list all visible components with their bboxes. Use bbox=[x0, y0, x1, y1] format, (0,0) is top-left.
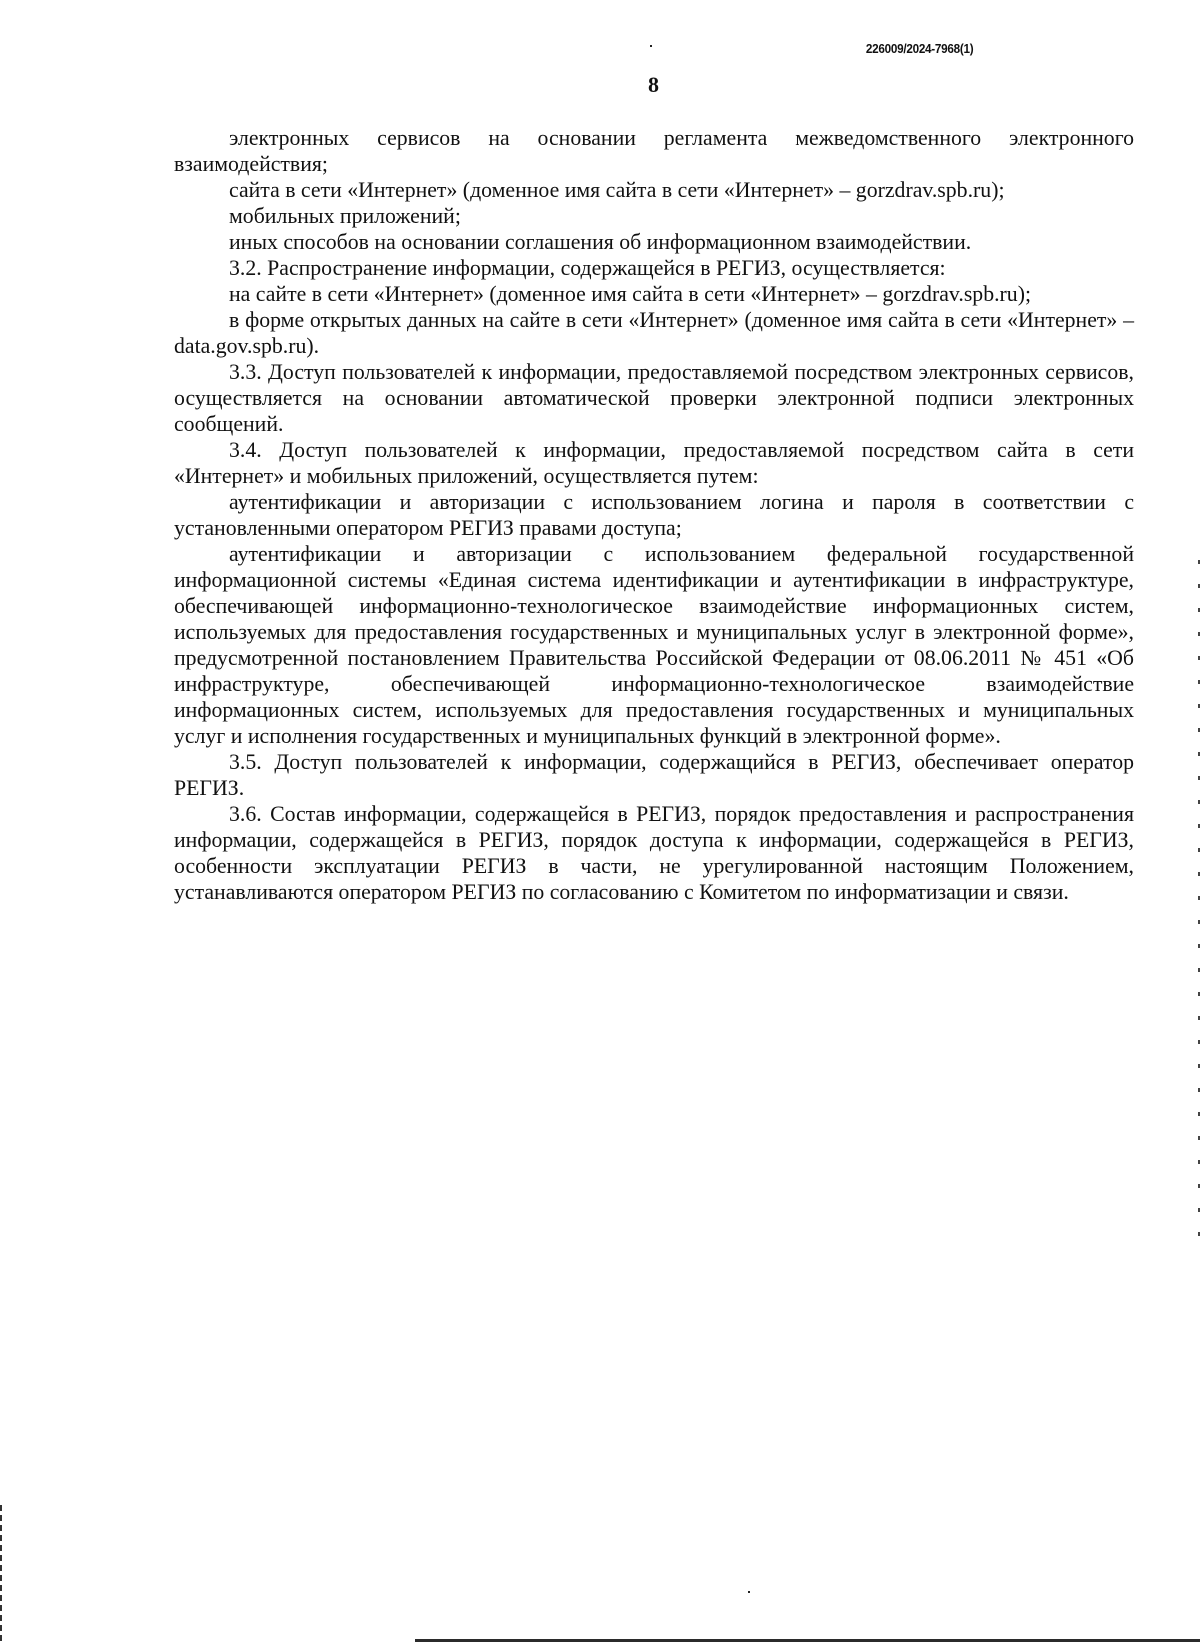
paragraph-mobile-apps: мобильных приложений; bbox=[229, 204, 461, 228]
paragraph-distribution-website: на сайте в сети «Интернет» (доменное имя сайта в сети «Интернет» – gorzdrav.spb.ru); bbox=[229, 282, 1032, 306]
paragraph-other-methods: иных способов на основании соглашения об информационном взаимодействии. bbox=[229, 230, 972, 254]
clause-3-3: 3.3. Доступ пользователей к информации, предоставляемой посредством электронных сервисов, осуществляется на основании автоматической проверки электронной подписи электронных сообщений. bbox=[174, 360, 1134, 436]
page-body bbox=[174, 125, 1134, 905]
scan-speck bbox=[748, 1591, 750, 1593]
clause-3-4: 3.4. Доступ пользователей к информации, предоставляемой посредством сайта в сети «Интернет» и мобильных приложений, осуществляется путем: bbox=[174, 438, 1134, 488]
scan-speck bbox=[650, 45, 652, 47]
paragraph-login-password: аутентификации и авторизации с использованием логина и пароля в соответствии с установленными оператором РЕГИЗ правами доступа; bbox=[174, 490, 1134, 540]
paragraph-esia: аутентификации и авторизации с использованием федеральной государственной информационной системы «Единая система идентификации и аутентификации в инфраструктуре, обеспечивающей информационно-технологическое взаимодействие информационных систем, используемых для предоставления государственных и муниципальных услуг в электронной форме», предусмотренной постановлением Правительства Российской Федерации от 08.06.2011 № 451 «Об инфраструктуре, обеспечивающей информационно-технологическое взаимодействие информационных систем, используемых для предоставления государственных и муниципальных услуг и исполнения государственных и муниципальных функций в электронной форме». bbox=[174, 542, 1134, 748]
paragraph-electronic-services: электронных сервисов на основании регламента межведомственного электронного взаимодействия; bbox=[174, 126, 1134, 176]
paragraph-open-data: в форме открытых данных на сайте в сети «Интернет» (доменное имя сайта в сети «Интернет» – data.gov.spb.ru). bbox=[174, 308, 1134, 358]
clause-3-6: 3.6. Состав информации, содержащейся в РЕГИЗ, порядок предоставления и распространения информации, содержащейся в РЕГИЗ, порядок доступа к информации, содержащейся в РЕГИЗ, особенности эксплуатации РЕГИЗ в части, не урегулированной настоящим Положением, устанавливаются оператором РЕГИЗ по согласованию с Комитетом по информатизации и связи. bbox=[174, 802, 1134, 904]
scan-edge-left bbox=[0, 1505, 2, 1642]
clause-3-5: 3.5. Доступ пользователей к информации, содержащийся в РЕГИЗ, обеспечивает оператор РЕГИЗ. bbox=[174, 750, 1134, 800]
page-number: 8 bbox=[648, 72, 659, 97]
paragraph-website: сайта в сети «Интернет» (доменное имя сайта в сети «Интернет» – gorzdrav.spb.ru); bbox=[229, 178, 1005, 202]
document-registration-number: 226009/2024-7968(1) bbox=[865, 41, 973, 56]
clause-3-2: 3.2. Распространение информации, содержащейся в РЕГИЗ, осуществляется: bbox=[229, 256, 946, 280]
